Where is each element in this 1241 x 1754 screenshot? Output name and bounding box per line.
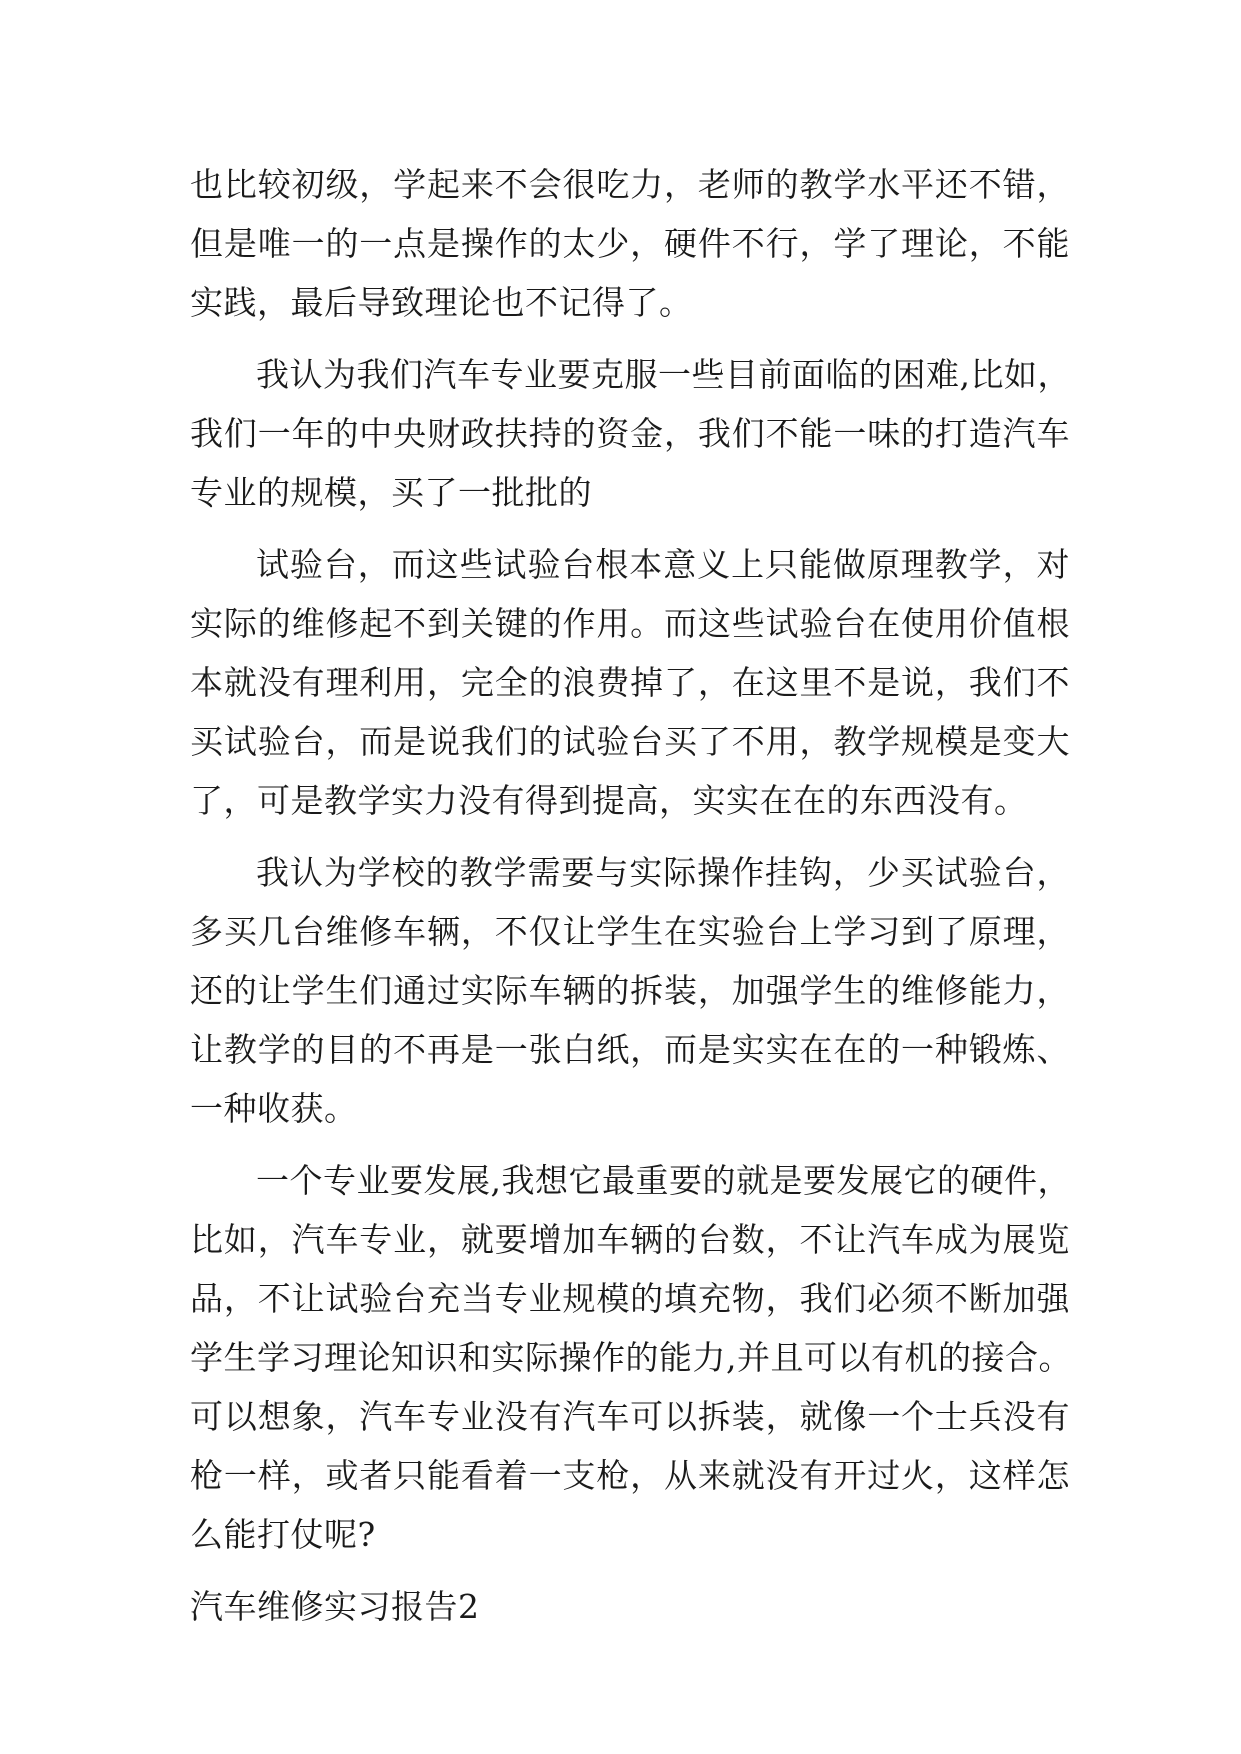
paragraph-line: 实践，最后导致理论也不记得了。 [190, 283, 693, 322]
document-body [190, 155, 1070, 1636]
paragraph-line: 么能打仗呢? [190, 1515, 376, 1554]
paragraph-line: 比如，汽车专业，就要增加车辆的台数，不让汽车成为展览 [190, 1220, 1070, 1259]
paragraph-line: 枪一样，或者只能看着一支枪，从来就没有开过火，这样怎 [190, 1456, 1070, 1495]
paragraph-line: 了，可是教学实力没有得到提高，实实在在的东西没有。 [190, 781, 1028, 820]
paragraph-line: 也比较初级，学起来不会很吃力，老师的教学水平还不错， [190, 165, 1070, 204]
paragraph-line: 让教学的目的不再是一张白纸，而是实实在在的一种锻炼、 [190, 1030, 1070, 1069]
paragraph-line: 试验台，而这些试验台根本意义上只能做原理教学，对 [256, 545, 1070, 584]
paragraph-line: 学生学习理论知识和实际操作的能力,并且可以有机的接合。 [190, 1338, 1072, 1377]
paragraph-line: 本就没有理利用，完全的浪费掉了，在这里不是说，我们不 [190, 663, 1070, 702]
paragraph-line: 买试验台，而是说我们的试验台买了不用，教学规模是变大 [190, 722, 1070, 761]
paragraph-line: 我们一年的中央财政扶持的资金，我们不能一味的打造汽车 [190, 414, 1070, 453]
paragraph-line: 专业的规模，买了一批批的 [190, 473, 592, 512]
paragraph-line: 一种收获。 [190, 1089, 358, 1128]
paragraph-line: 品，不让试验台充当专业规模的填充物，我们必须不断加强 [190, 1279, 1070, 1318]
paragraph-line: 实际的维修起不到关键的作用。而这些试验台在使用价值根 [190, 604, 1070, 643]
paragraph-line: 还的让学生们通过实际车辆的拆装，加强学生的维修能力， [190, 971, 1070, 1010]
paragraph-line: 我认为我们汽车专业要克服一些目前面临的困难,比如， [256, 355, 1071, 394]
paragraph-line: 多买几台维修车辆，不仅让学生在实验台上学习到了原理， [190, 912, 1070, 951]
paragraph-line: 我认为学校的教学需要与实际操作挂钩，少买试验台， [256, 853, 1070, 892]
paragraph-line: 可以想象，汽车专业没有汽车可以拆装，就像一个士兵没有 [190, 1397, 1070, 1436]
paragraph-line: 但是唯一的一点是操作的太少，硬件不行，学了理论，不能 [190, 224, 1070, 263]
paragraph-line: 一个专业要发展,我想它最重要的就是要发展它的硬件， [256, 1161, 1071, 1200]
section-heading: 汽车维修实习报告2 [190, 1587, 480, 1626]
